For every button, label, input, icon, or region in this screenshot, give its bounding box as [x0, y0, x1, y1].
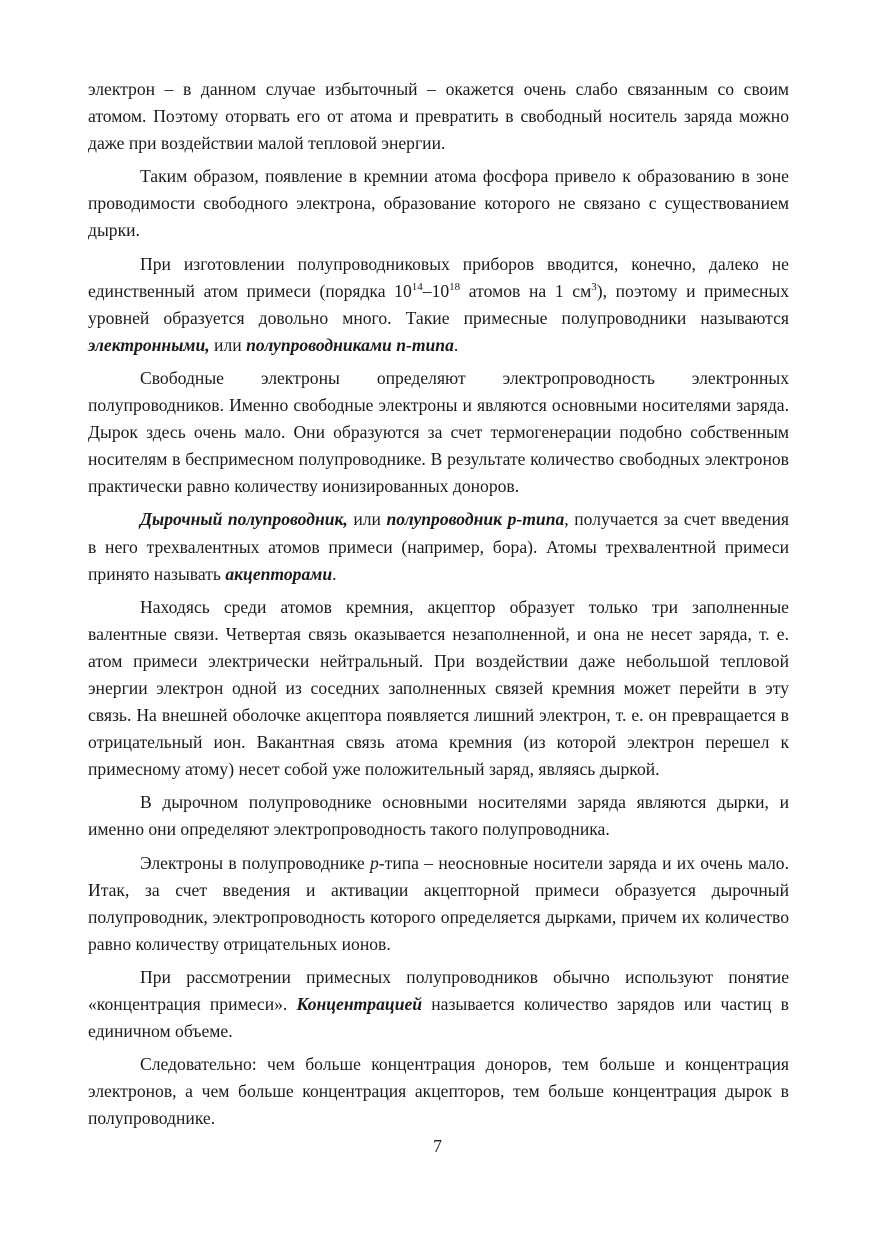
exponent: 3 [591, 280, 597, 293]
term-n-type: полупроводниками n-типа [246, 334, 454, 355]
page-number: 7 [433, 1136, 442, 1156]
paragraph-3: При изготовлении полупроводниковых приборов вводится, конечно, далеко не единственный атом примеси (порядка $10^{14}-10^{18}$ атомов на 1 $см^3$), поэтому и примесных уровней образуется довольно много. Такие примесные полупроводники называются электронными, или полупроводниками n-типа. [88, 253, 790, 355]
exponent: 14 [411, 280, 423, 293]
term-hole-semiconductor: Дырочный полупроводник, [140, 509, 348, 530]
term-acceptors: акцепторами [225, 563, 333, 584]
paragraph-10: Следовательно: чем больше концентрация доноров, тем больше и концентрация электронов, а чем больше концентрация акцепторов, тем больше концентрация дырок в полупроводнике. [88, 1054, 789, 1129]
exponent: 18 [449, 280, 461, 293]
paragraph-2: Таким образом, появление в кремнии атома фосфора привело к образованию в зоне проводимости свободного электрона, образование которого не связано с существованием дырки. [88, 166, 789, 241]
document-body [88, 76, 789, 1138]
paragraph-6: Находясь среди атомов кремния, акцептор образует только три заполненные валентные связи. Четвертая связь оказывается незаполненной, и она не несет заряда, т. е. атом примеси электрически нейтральный. При воздействии даже небольшой тепловой энергии электрон одной из соседних заполненных связей кремния может перейти в эту связь. На внешней оболочке акцептора появляется лишний электрон, т. е. он превращается в отрицательный ион. Вакантная связь атома кремния (из которой электрон перешел к примесному атому) несет собой уже положительный заряд, являясь дыркой. [88, 596, 789, 780]
paragraph-4: Свободные электроны определяют электропроводность электронных полупроводников. Именно свободные электроны и являются основными носителями заряда. Дырок здесь очень мало. Они образуются за счет термогенерации подобно собственным носителям в беспримесном полупроводнике. В результате количество свободных электронов практически равно количеству ионизированных доноров. [88, 367, 789, 497]
paragraph-8: Электроны в полупроводнике p-типа – неосновные носители заряда и их очень мало. Итак, за счет введения и активации акцепторной примеси образуется дырочный полупроводник, электропроводность которого определяется дырками, причем их количество равно количеству отрицательных ионов. [88, 852, 789, 954]
term-electronic: электронными, [88, 334, 210, 355]
italic-p: p [369, 852, 379, 873]
term-p-type: полупроводник p-типа [386, 509, 565, 530]
term-concentration: Концентрацией [296, 994, 423, 1014]
paragraph-7: В дырочном полупроводнике основными носителями заряда являются дырки, и именно они определяют электропроводность такого полупроводника. [88, 792, 789, 840]
paragraph-5: Дырочный полупроводник, или полупроводник p-типа, получается за счет введения в него трехвалентных атомов примеси (например, бора). Атомы трехвалентной примеси принято называть акцепторами. [88, 509, 789, 584]
paragraph-1: электрон – в данном случае избыточный – окажется очень слабо связанным со своим атомом. Поэтому оторвать его от атома и превратить в свободный носитель заряда можно даже при воздействии малой тепловой энергии. [88, 79, 789, 154]
paragraph-9: При рассмотрении примесных полупроводников обычно используют понятие «концентрация примеси». Концентрацией называется количество зарядов или частиц в единичном объеме. [88, 966, 789, 1042]
